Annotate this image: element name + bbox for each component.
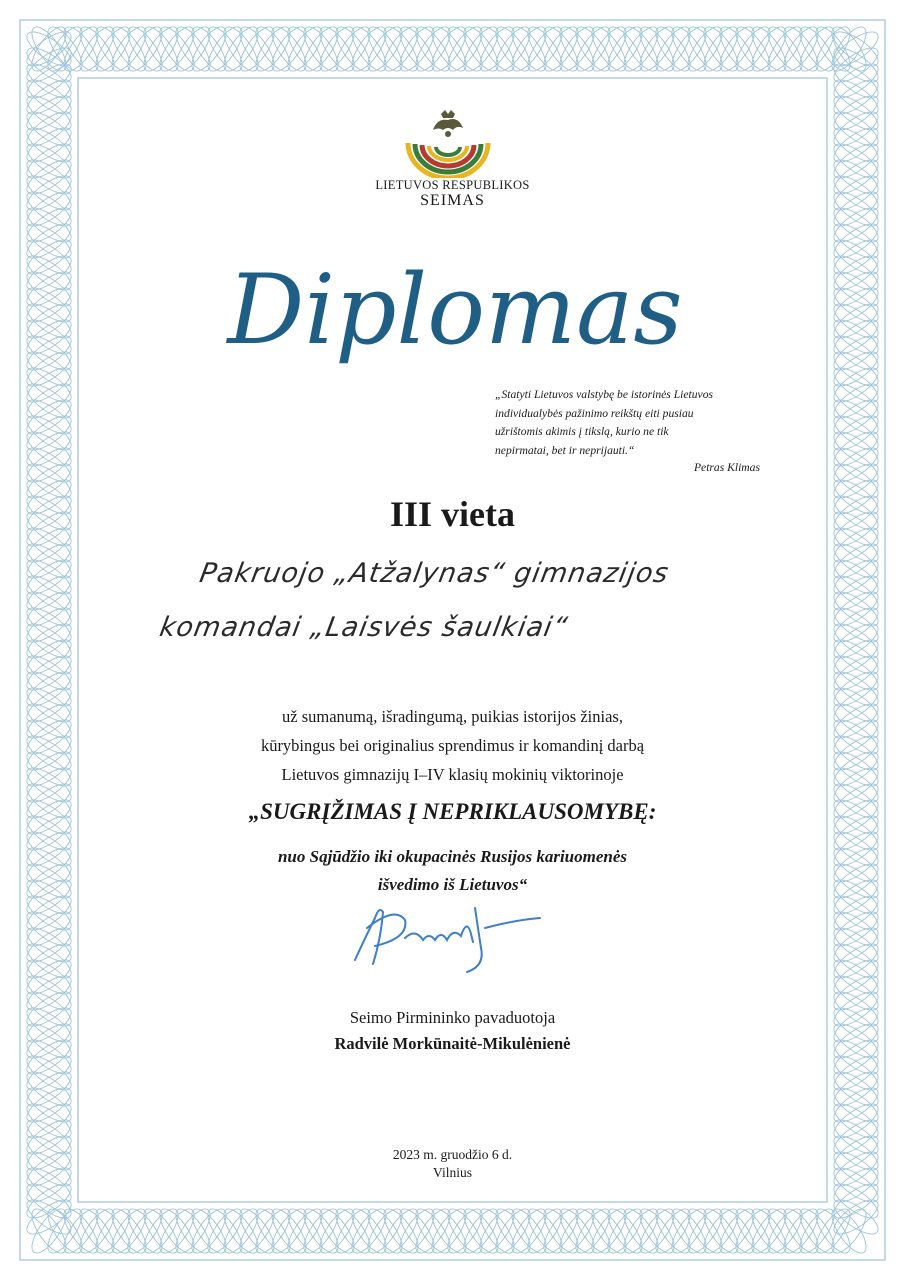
handwritten-recipient-line1: Pakruojo „Atžalynas“ gimnazijos <box>197 558 672 589</box>
seimas-emblem-icon <box>403 108 493 178</box>
subtitle-line: nuo Sąjūdžio iki okupacinės Rusijos kariuomenės <box>277 847 628 866</box>
quote-line: nepirmatai, bet ir neprijauti.“ <box>495 443 635 457</box>
competition-title: „SUGRĮŽIMAS Į NEPRIKLAUSOMYBĘ: <box>248 799 657 824</box>
org-name-line2: SEIMAS <box>420 192 485 209</box>
issue-date: 2023 m. gruodžio 6 d. <box>392 1147 513 1162</box>
subtitle-line: išvedimo iš Lietuvos“ <box>377 875 528 894</box>
document-title <box>215 245 695 390</box>
document-title-text: Diplomas <box>227 254 683 366</box>
issue-city: Vilnius <box>433 1165 472 1180</box>
signature-icon <box>345 898 545 978</box>
reason-line: Lietuvos gimnazijų I–IV klasių mokinių viktorinoje <box>281 765 624 784</box>
quote-line: „Statyti Lietuvos valstybę be istorinės Lietuvos <box>495 388 714 401</box>
epigraph-quote <box>495 386 785 460</box>
org-name-line1: LIETUVOS RESPUBLIKOS <box>375 178 530 192</box>
reason-line: kūrybingus bei originalius sprendimus ir komandinį darbą <box>260 736 645 755</box>
quote-author: Petras Klimas <box>693 461 760 474</box>
award-place: III vieta <box>390 494 515 534</box>
signatory-role: Seimo Pirmininko pavaduotoja <box>349 1008 556 1027</box>
award-reason <box>0 702 905 789</box>
reason-line: už sumanumą, išradingumą, puikias istorijos žinias, <box>282 707 623 726</box>
signatory-name: Radvilė Morkūnaitė-Mikulėnienė <box>334 1034 571 1053</box>
competition-subtitle <box>0 843 905 899</box>
quote-line: individualybės pažinimo reikštų eiti pusiau <box>495 406 694 420</box>
handwritten-recipient-line2: komandai „Laisvės šaulkiai“ <box>157 612 571 643</box>
quote-line: užrištomis akimis į tikslą, kurio ne tik <box>495 425 669 438</box>
